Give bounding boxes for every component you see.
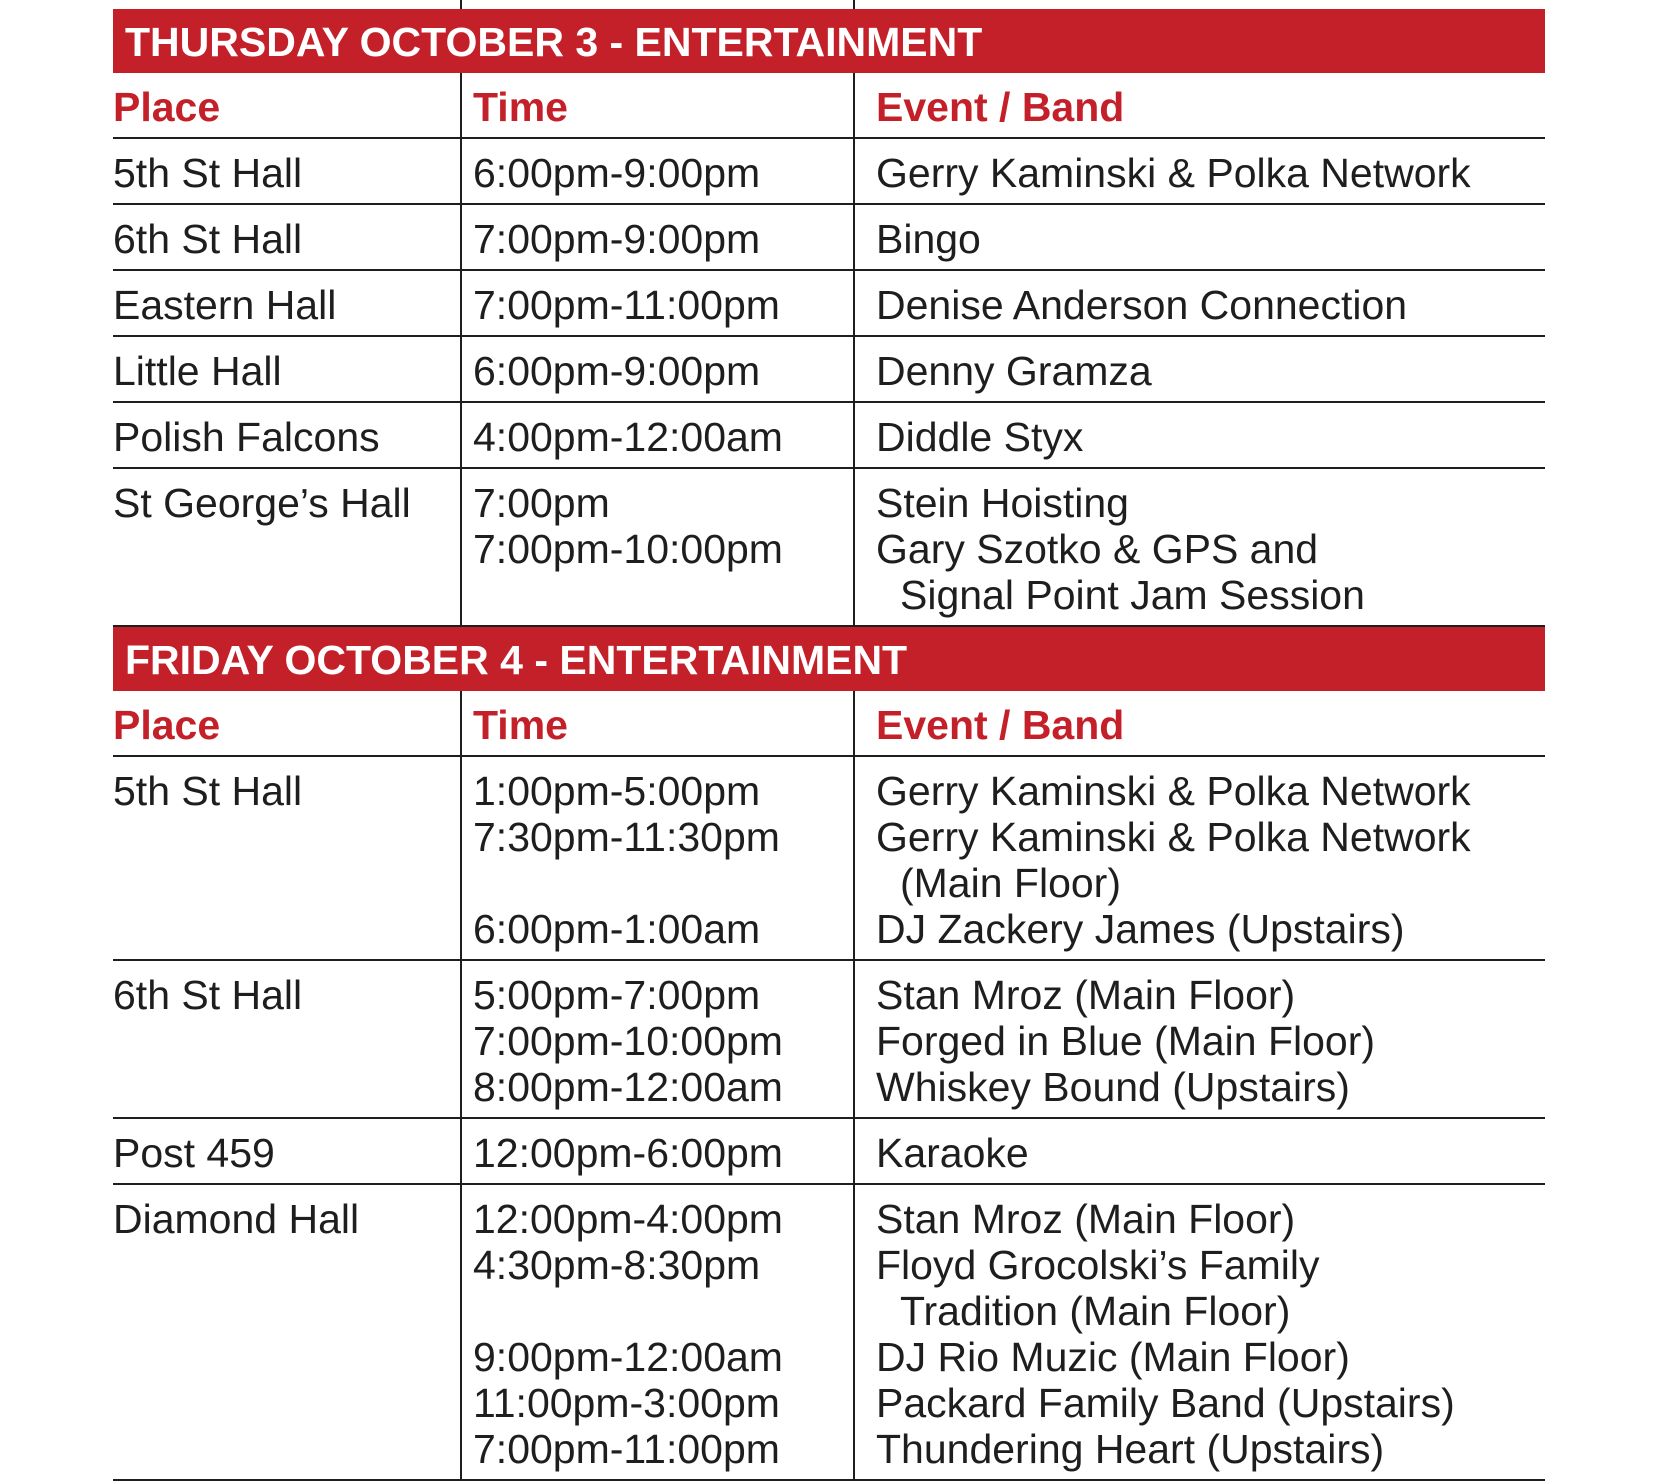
event-cell <box>853 1185 1545 1479</box>
event-line: Gerry Kaminski & Polka Network <box>876 150 1471 196</box>
event-line: Thundering Heart (Upstairs) <box>876 1426 1385 1472</box>
time-line: 6:00pm-1:00am <box>473 906 761 952</box>
time-line: 6:00pm-9:00pm <box>473 150 761 196</box>
time-cell <box>460 403 853 467</box>
event-line: Gerry Kaminski & Polka Network <box>876 814 1471 860</box>
table-row <box>113 961 1545 1119</box>
place-column-header: Place <box>113 84 221 130</box>
place-cell: Post 459 <box>113 1130 275 1176</box>
event-line: DJ Zackery James (Upstairs) <box>876 906 1405 952</box>
event-line: DJ Rio Muzic (Main Floor) <box>876 1334 1350 1380</box>
time-line: 7:00pm-10:00pm <box>473 526 783 572</box>
event-cell <box>853 337 1545 401</box>
place-cell: 5th St Hall <box>113 768 303 814</box>
event-line: Stan Mroz (Main Floor) <box>876 1196 1296 1242</box>
event-cell <box>853 1119 1545 1183</box>
day-section-friday <box>113 627 1545 1481</box>
time-line: 7:00pm-9:00pm <box>473 216 761 262</box>
place-cell: St George’s Hall <box>113 480 411 526</box>
time-cell <box>460 139 853 203</box>
time-cell <box>460 1119 853 1183</box>
time-column-header: Time <box>460 691 853 755</box>
place-cell: Eastern Hall <box>113 282 337 328</box>
event-line: Floyd Grocolski’s Family <box>876 1242 1320 1288</box>
table-row <box>113 1185 1545 1481</box>
event-line: Whiskey Bound (Upstairs) <box>876 1064 1350 1110</box>
place-cell: Little Hall <box>113 348 282 394</box>
time-line <box>473 1288 853 1334</box>
day-banner: FRIDAY OCTOBER 4 - ENTERTAINMENT <box>113 627 1545 691</box>
time-line: 6:00pm-9:00pm <box>473 348 761 394</box>
time-line: 8:00pm-12:00am <box>473 1064 783 1110</box>
table-row <box>113 271 1545 337</box>
time-cell <box>460 205 853 269</box>
time-line: 7:00pm-11:00pm <box>473 282 780 328</box>
table-top-stub <box>113 0 1545 9</box>
event-cell <box>853 757 1545 959</box>
place-column-header: Place <box>113 702 221 748</box>
time-cell <box>460 469 853 625</box>
column-divider <box>460 0 462 9</box>
place-cell: Diamond Hall <box>113 1196 360 1242</box>
day-banner: THURSDAY OCTOBER 3 - ENTERTAINMENT <box>113 9 1545 73</box>
time-line: 5:00pm-7:00pm <box>473 972 761 1018</box>
table-row <box>113 139 1545 205</box>
time-line: 7:00pm <box>473 480 610 526</box>
time-column-header: Time <box>460 73 853 137</box>
time-line: 4:30pm-8:30pm <box>473 1242 761 1288</box>
place-cell: 5th St Hall <box>113 150 303 196</box>
event-line-continued: (Main Floor) <box>900 860 1121 906</box>
time-line <box>473 860 853 906</box>
column-header-row <box>113 691 1545 757</box>
time-line: 7:00pm-11:00pm <box>473 1426 780 1472</box>
event-cell <box>853 403 1545 467</box>
place-cell: Polish Falcons <box>113 414 380 460</box>
table-row <box>113 337 1545 403</box>
time-line: 12:00pm-4:00pm <box>473 1196 783 1242</box>
time-cell <box>460 337 853 401</box>
event-cell <box>853 961 1545 1117</box>
time-line: 1:00pm-5:00pm <box>473 768 761 814</box>
time-line: 7:30pm-11:30pm <box>473 814 780 860</box>
event-cell <box>853 469 1545 625</box>
table-row <box>113 757 1545 961</box>
event-line: Packard Family Band (Upstairs) <box>876 1380 1455 1426</box>
time-line: 11:00pm-3:00pm <box>473 1380 780 1426</box>
event-line: Denny Gramza <box>876 348 1152 394</box>
table-row <box>113 205 1545 271</box>
event-column-header: Event / Band <box>853 691 1545 755</box>
event-cell <box>853 205 1545 269</box>
event-column-header: Event / Band <box>853 73 1545 137</box>
event-line-continued: Signal Point Jam Session <box>900 572 1365 618</box>
event-cell <box>853 271 1545 335</box>
time-line: 7:00pm-10:00pm <box>473 1018 783 1064</box>
entertainment-schedule <box>113 0 1545 1481</box>
event-line: Karaoke <box>876 1130 1029 1176</box>
event-cell <box>853 139 1545 203</box>
time-cell <box>460 961 853 1117</box>
table-row <box>113 469 1545 627</box>
place-cell: 6th St Hall <box>113 216 303 262</box>
time-cell <box>460 757 853 959</box>
event-line: Forged in Blue (Main Floor) <box>876 1018 1376 1064</box>
event-line: Gary Szotko & GPS and <box>876 526 1319 572</box>
event-line: Gerry Kaminski & Polka Network <box>876 768 1471 814</box>
time-line: 9:00pm-12:00am <box>473 1334 783 1380</box>
time-line <box>473 572 853 618</box>
time-line: 12:00pm-6:00pm <box>473 1130 783 1176</box>
event-line-continued: Tradition (Main Floor) <box>900 1288 1291 1334</box>
event-line: Stein Hoisting <box>876 480 1129 526</box>
table-row <box>113 1119 1545 1185</box>
place-cell: 6th St Hall <box>113 972 303 1018</box>
column-divider <box>853 0 855 9</box>
event-line: Bingo <box>876 216 981 262</box>
event-line: Diddle Styx <box>876 414 1084 460</box>
table-row <box>113 403 1545 469</box>
event-line: Denise Anderson Connection <box>876 282 1408 328</box>
event-line: Stan Mroz (Main Floor) <box>876 972 1296 1018</box>
time-cell <box>460 1185 853 1479</box>
column-header-row <box>113 73 1545 139</box>
day-section-thursday <box>113 9 1545 627</box>
time-cell <box>460 271 853 335</box>
time-line: 4:00pm-12:00am <box>473 414 783 460</box>
